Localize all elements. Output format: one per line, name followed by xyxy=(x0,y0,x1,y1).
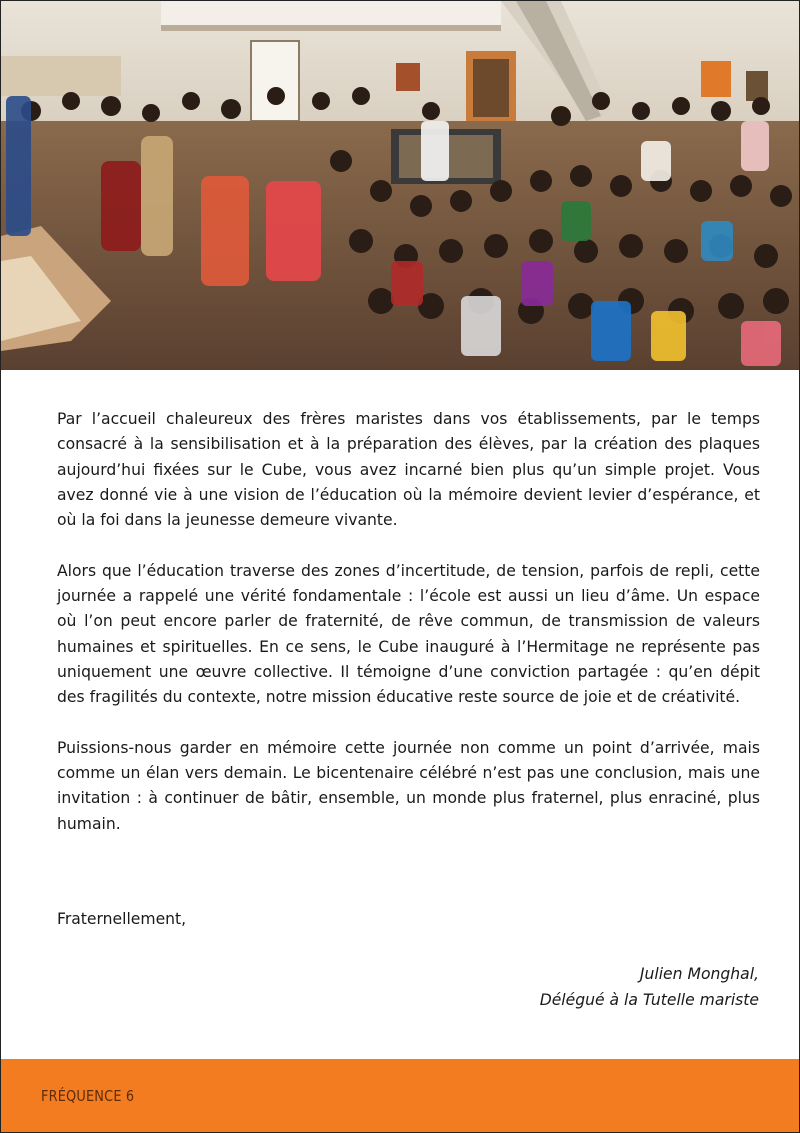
signature-role: Délégué à la Tutelle mariste xyxy=(539,991,759,1009)
school-gathering-photo-icon xyxy=(1,1,799,370)
paragraph-1: Par l’accueil chaleureux des frères maristes dans vos établissements, par le temps consacré à la sensibilisation et à la préparation des élèves, par la création des plaques aujourd’hui fixées sur le Cube, vous avez incarné bien plus qu’un simple projet. Vous avez donné vie à une vision de l’éducation où la mémoire devient levier d’espérance, et où la foi dans la jeunesse demeure vivante. xyxy=(57,410,760,530)
footer-label: FRÉQUENCE 6 xyxy=(41,1087,135,1105)
letter-body xyxy=(57,407,760,862)
paragraph-3: Puissions-nous garder en mémoire cette journée non comme un point d’arrivée, mais comme un élan vers demain. Le bicentenaire célébré n’est pas une conclusion, mais une invitation : à continuer de bâtir, ensemble, un monde plus fraternel, plus enraciné, plus humain. xyxy=(57,738,760,833)
signature-name: Julien Monghal, xyxy=(639,965,759,983)
paragraph-2: Alors que l’éducation traverse des zones d’incertitude, de tension, parfois de repli, cette journée a rappelé une vérité fondamentale : l’école est aussi un lieu d’âme. Un espace où l’on peut encore parler de fraternité, de rêve commun, de transmission de valeurs humaines et spirituelles. En ce sens, le Cube inauguré à l’Hermitage ne représente pas uniquement une œuvre collective. Il témoigne d’une conviction partagée : qu’en dépit des fragilités du contexte, notre mission éducative reste source de joie et de créativité. xyxy=(57,561,760,707)
footer-bar xyxy=(1,1059,799,1132)
header-photo xyxy=(1,1,799,370)
signature-block xyxy=(540,961,759,1013)
closing-salutation: Fraternellement, xyxy=(57,910,187,928)
